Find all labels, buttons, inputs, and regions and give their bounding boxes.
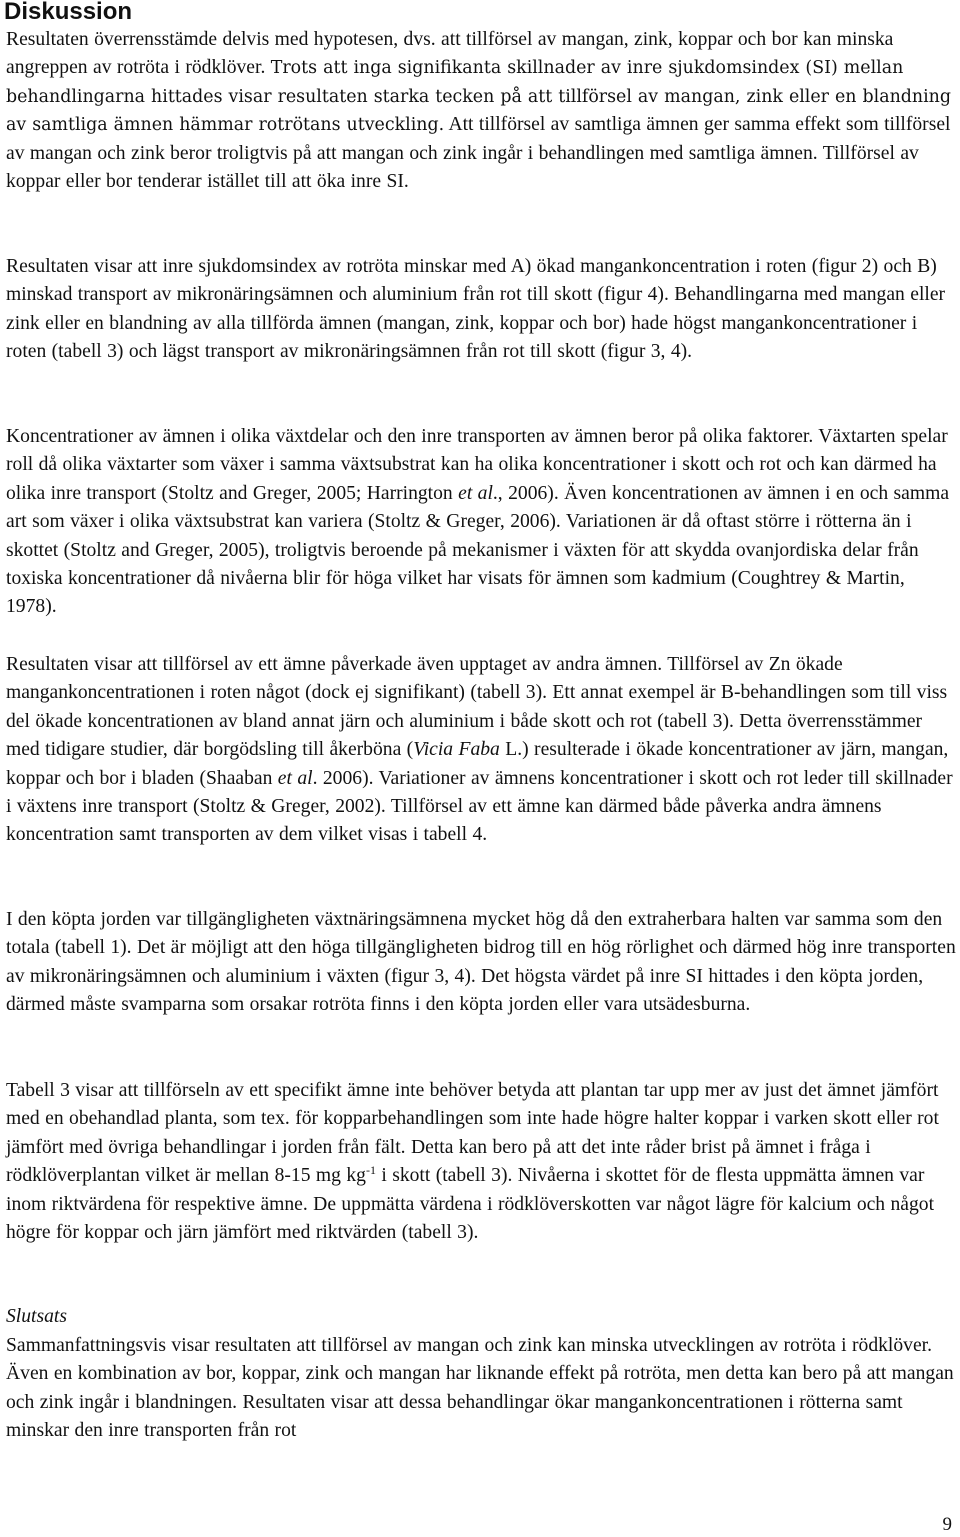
paragraph-3-text-a: Koncentrationer av ämnen i olika växtdelar och den inre transporten av ämnen beror på olika faktorer. Växtarten spelar roll då olika växtarter som växer i samma växtsubstrat kan ha olika koncentrationer i skott och rot och kan därmed ha olika inre transport (Stoltz and Greger, 2005; Harrington	[6, 426, 948, 504]
paragraph-1-rest: Att tillförsel av samtliga ämnen ger samma effekt som tillförsel av mangan och zink beror troligtvis på att mangan och zink ingår i behandlingen med samtliga ämnen. Tillförsel av koppar eller bor tenderar istället till att öka inre SI.	[6, 114, 951, 193]
paragraph-5: I den köpta jorden var tillgängligheten växtnäringsämnena mycket hög då den extraherbara halten var samma som den totala (tabell 1). Det är möjligt att den höga tillgängligheten bidrog till en hög rörlighet och därmed hög inre transporten av mikronäringsämnen och aluminium i växten (figur 3, 4). Det högsta värdet på inre SI hittades i den köpta jorden, därmed måste svamparna som orsakar rotröta finns i den köpta jorden eller vara utsädesburna.	[6, 909, 956, 1016]
paragraph-1	[6, 26, 958, 196]
paragraph-2: Resultaten visar att inre sjukdomsindex av rotröta minskar med A) ökad mangankoncentration i roten (figur 2) och B) minskad transport av mikronäringsämnen och aluminium från rot till skott (figur 4). Behandlingarna med mangan eller zink eller en blandning av alla tillförda ämnen (mangan, zink, koppar och bor) hade högst mangankoncentrationer i roten (tabell 3) och lägst transport av mikronäringsämnen från rot till skott (figur 3, 4).	[6, 256, 946, 363]
paragraph-6-text-a: Tabell 3 visar att tillförseln av ett specifikt ämne inte behöver betyda att plantan tar upp mer av just det ämnet jämfört med en obehandlad planta, som tex. för kopparbehandlingen som inte hade högre halter koppar i varken skott eller rot jämfört med övriga behandlingar i jorden från fält. Detta kan bero på att det inte råder brist på ämnet i fråga i rödklöverplantan vilket är mellan 8-15 mg kg	[6, 1080, 939, 1187]
paragraph-3-text-b: ., 2006). Även koncentrationen av ämnen i en och samma art som växer i olika växtsubstrat kan variera (Stoltz & Greger, 2006). Variationen är då oftast större i rötterna än i skottet (Stoltz and Greger, 2005), troligtvis beroende på mekanismer i växten för att skydda ovanjordiska delar från toxiska koncentrationer då nivåerna blir för höga vilket har visats för ämnen som kadmium (Coughtrey & Martin, 1978).	[6, 482, 950, 618]
superscript: -1	[365, 1163, 376, 1178]
paragraph-3	[6, 423, 958, 622]
paragraph-4-text-b: L.) resulterade i ökade koncentrationer av järn, mangan, koppar och bor i bladen (Shaaban	[6, 739, 949, 789]
paragraph-4-text-a: Resultaten visar att tillförsel av ett ämne påverkade även upptaget av andra ämnen. Tillförsel av Zn ökade mangankoncentrationen i roten något (dock ej signifikant) (tabell 3). Ett annat exempel är B-behandlingen som till viss del ökade koncentrationen av bland annat järn och aluminium i både skott och rot (tabell 3). Detta överrensstämmer med tidigare studier, där borgödsling till åkerböna (	[6, 654, 948, 761]
page-number: 9	[942, 1514, 952, 1535]
et-al: et al	[277, 767, 313, 789]
species-name: Vicia Faba	[413, 739, 500, 761]
paragraph-1-sentence-1: Resultaten överrensstämde delvis med hypotesen, dvs. att tillförsel av mangan, zink, koppar och bor kan minska angreppen av rotröta i rödklöver.	[6, 29, 894, 79]
paragraph-4-text-c: . 2006). Variationer av ämnens koncentrationer i skott och rot leder till skillnader i växtens inre transport (Stoltz & Greger, 2002). Tillförsel av ett ämne kan därmed både påverka andra ämnens koncentration samt transporten av dem vilket visas i tabell 4.	[6, 767, 953, 846]
paragraph-6	[6, 1077, 958, 1247]
paragraph-4	[6, 651, 958, 850]
paragraph-6-text-b: i skott (tabell 3). Nivåerna i skottet för de flesta uppmätta ämnen var inom riktvärdena för respektive ämne. De uppmätta värdena i rödklöverskotten var något lägre för kalcium och något högre för koppar och järn jämfört med riktvärden (tabell 3).	[6, 1165, 935, 1244]
et-al: et al	[458, 482, 493, 504]
section-heading: Diskussion	[4, 0, 133, 25]
paragraph-1-sentence-2: Trots att inga signifikanta skillnader av inre sjukdomsindex (SI) mellan behandlingarna hittades visar resultaten starka tecken på att tillförsel av mangan, zink eller en blandning av samtliga ämnen hämmar rotrötans utveckling.	[6, 58, 952, 136]
subheading-slutsats: Slutsats	[6, 1306, 67, 1327]
paragraph-7: Sammanfattningsvis visar resultaten att tillförsel av mangan och zink kan minska utvecklingen av rotröta i rödklöver. Även en kombination av bor, koppar, zink och mangan har liknande effekt på rotröta, men detta kan bero på att mangan och zink ingår i blandningen. Resultaten visar att dessa behandlingar ökar mangankoncentrationen i rötterna samt minskar den inre transporten från rot	[6, 1335, 954, 1442]
